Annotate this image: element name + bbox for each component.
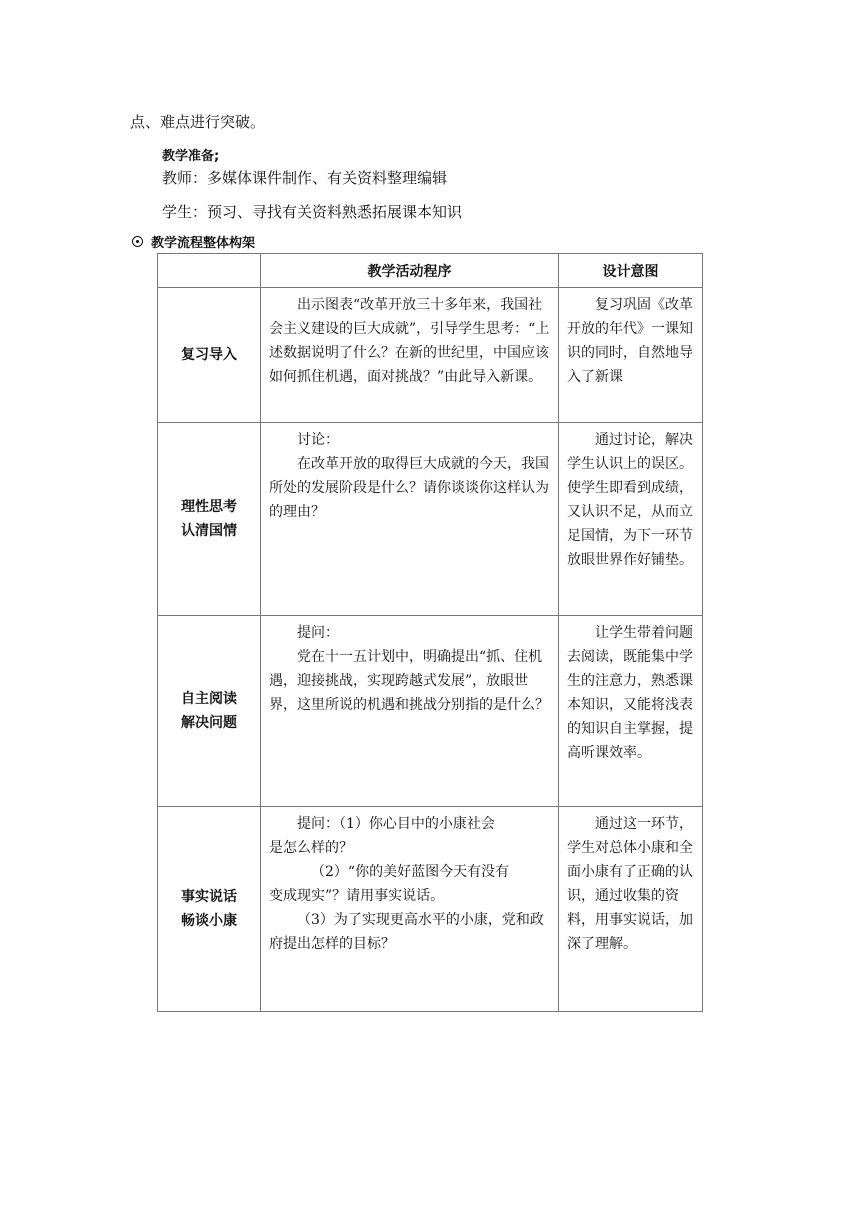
header-activity: 教学活动程序 [261,254,559,288]
intent-text: 通过讨论，解决学生认识上的误区。使学生即看到成绩，又认识不足，从而立足国情，为下一环节放眼世界作好铺垫。 [567,432,693,568]
table-header-row [158,254,703,288]
stage-name: 事实说话 [181,889,237,905]
intent-cell [559,288,703,423]
stage-name: 理性思考 [181,499,237,515]
stage-name: 复习导入 [181,347,237,363]
activity-text: 讨论： [297,432,339,448]
stage-cell [158,616,261,807]
preparation-heading: 教学准备; [162,149,220,164]
teacher-preparation: 教师：多媒体课件制作、有关资料整理编辑 [162,169,448,187]
activity-cell [261,288,559,423]
activity-text: 提问：（1）你心目中的小康社会 [297,816,495,832]
intent-cell [559,423,703,616]
intent-cell [559,616,703,807]
activity-cell [261,807,559,1012]
activity-text: 是怎么样的？ [269,840,353,856]
activity-text: （3）为了实现更高水平的小康，党和政府提出怎样的目标？ [269,912,544,952]
intent-text: 复习巩固《改革开放的年代》一课知识的同时，自然地导入了新课 [567,297,693,385]
activity-cell [261,423,559,616]
header-intent: 设计意图 [559,254,703,288]
activity-text: 出示图表“改革开放三十多年来，我国社会主义建设的巨大成就”，引导学生思考：“上述数据说明了什么？在新的世纪里，中国应该如何抓住机遇，面对挑战？”由此导入新课。 [269,297,550,385]
intent-text: 通过这一环节，学生对总体小康和全面小康有了正确的认识，通过收集的资料，用事实说话，加深了理解。 [567,816,693,952]
stage-name: 解决问题 [181,715,237,731]
framework-heading-row [132,232,255,251]
stage-cell [158,423,261,616]
table-row [158,807,703,1012]
student-preparation: 学生：预习、寻找有关资料熟悉拓展课本知识 [162,203,463,221]
stage-name: 自主阅读 [181,691,237,707]
intro-line: 点、难点进行突破。 [130,113,266,131]
stage-cell [158,288,261,423]
table-row [158,423,703,616]
stage-name: 认清国情 [181,523,237,539]
activity-text: （2）“你的美好蓝图今天有没有 [311,864,510,880]
stage-name: 畅谈小康 [181,913,237,929]
activity-text: 党在十一五计划中，明确提出“抓、住机遇，迎接挑战，实现跨越式发展”，放眼世界，这里所说的机遇和挑战分别指的是什么？ [269,649,549,713]
table-row [158,288,703,423]
intent-cell [559,807,703,1012]
activity-text: 在改革开放的取得巨大成就的今天，我国所处的发展阶段是什么？请你谈谈你这样认为的理由？ [269,456,549,520]
framework-heading: 教学流程整体构架 [151,236,256,251]
circle-bullet-icon [132,236,143,247]
stage-cell [158,807,261,1012]
header-stage [158,254,261,288]
intent-text: 让学生带着问题去阅读，既能集中学生的注意力，熟悉课本知识，又能将浅表的知识自主掌握，提高听课效率。 [567,625,693,761]
activity-cell [261,616,559,807]
table-row [158,616,703,807]
teaching-flow-table [157,253,703,1012]
activity-text: 变成现实”？请用事实说话。 [269,888,445,904]
activity-text: 提问： [297,625,339,641]
